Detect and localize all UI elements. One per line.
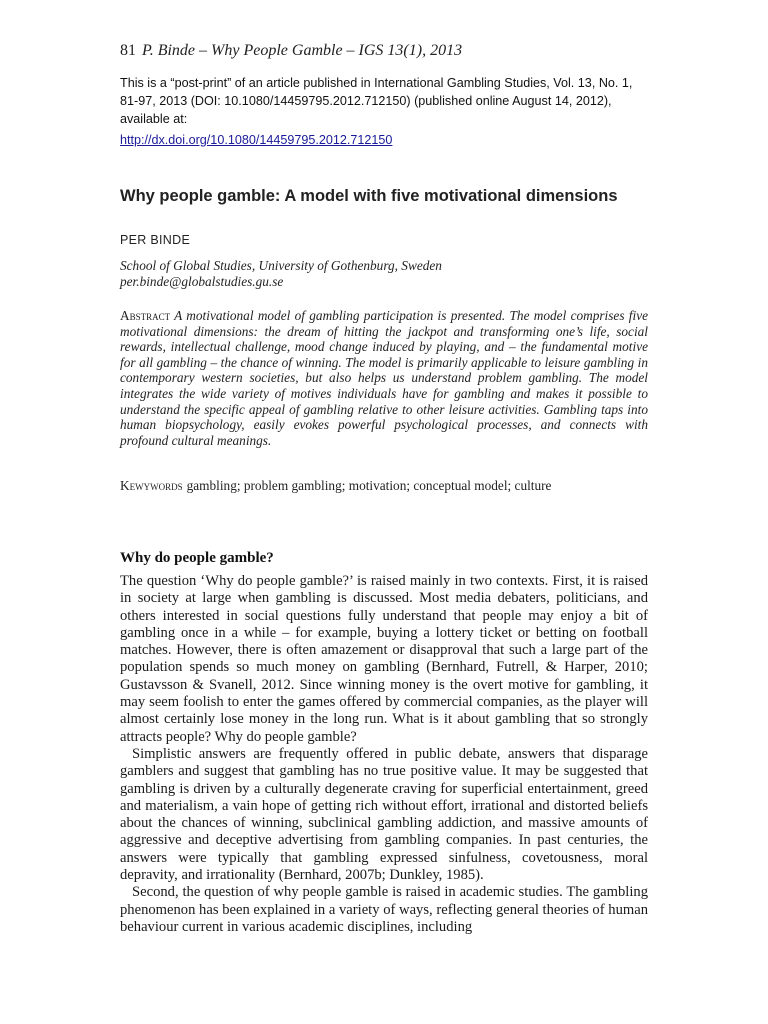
abstract bbox=[120, 308, 648, 448]
page-number: 81 bbox=[120, 42, 136, 59]
section-heading: Why do people gamble? bbox=[120, 550, 274, 566]
post-print-note: This is a “post-print” of an article published in International Gambling Studies, Vol. 13, No. 1, 81-97, 2013 (DOI: 10.1080/14459795.2012.712150) (published online August 14, 2012), available at: bbox=[120, 76, 633, 126]
body-paragraph: Second, the question of why people gamble is raised in academic studies. The gambling phenomenon has been explained in a variety of ways, reflecting general theories of human behaviour current in various academic disciplines, including bbox=[120, 884, 648, 935]
running-head bbox=[120, 42, 462, 60]
author-affiliation bbox=[120, 258, 442, 290]
running-head-text: P. Binde – Why People Gamble – IGS 13(1), 2013 bbox=[142, 42, 463, 59]
body-paragraph: Simplistic answers are frequently offered in public debate, answers that disparage gamblers and suggest that gambling has no true positive value. It may be suggested that gambling is driven by a culturally degenerate craving for superficial entertainment, greed and materialism, a vain hope of getting rich without effort, irrational and distorted beliefs about the chances of winning, subclinical gambling addiction, and massive amounts of aggressive and deceptive advertising from gambling companies. In past centuries, the answers were typically that gambling expressed sinfulness, covetousness, moral depravity, and irrationality (Bernhard, 2007b; Dunkley, 1985). bbox=[120, 745, 648, 884]
section-body bbox=[120, 573, 648, 936]
keywords-text: gambling; problem gambling; motivation; conceptual model; culture bbox=[186, 478, 552, 493]
keywords bbox=[120, 478, 648, 494]
abstract-label: Abstract bbox=[120, 308, 171, 323]
institution: School of Global Studies, University of Gothenburg, Sweden bbox=[120, 258, 442, 273]
article-title: Why people gamble: A model with five motivational dimensions bbox=[120, 187, 618, 205]
abstract-text: A motivational model of gambling participation is presented. The model comprises five motivational dimensions: the dream of hitting the jackpot and transforming one’s life, social rewards, intellectual challenge, mood change induced by playing, and – the fundamental motive for all gambling – the chance of winning. The model is primarily applicable to leisure gambling in contemporary western societies, but also helps us understand problem gambling. The model integrates the wide variety of motives individuals have for gambling and makes it possible to understand the specific appeal of gambling relative to other leisure activities. Gambling taps into human biopsychology, easily evokes powerful psychological processes, and connects with profound cultural meanings. bbox=[120, 308, 648, 448]
body-paragraph: The question ‘Why do people gamble?’ is raised mainly in two contexts. First, it is raised in society at large when gambling is discussed. Most media debaters, politicians, and others interested in social questions fully understand that people may enjoy a bit of gambling once in a while – for example, buying a lottery ticket or betting on football matches. However, there is often amazement or disapproval that such a large part of the population spends so much money on gambling (Bernhard, Futrell, & Harper, 2010; Gustavsson & Svanell, 2012. Since winning money is the overt motive for gambling, it may seem foolish to enter the games offered by commercial companies, as the player will almost certainly lose money in the long run. What is it about gambling that so strongly attracts people? Why do people gamble? bbox=[120, 573, 648, 745]
author-name: PER BINDE bbox=[120, 233, 191, 247]
author-email: per.binde@globalstudies.gu.se bbox=[120, 274, 284, 289]
keywords-label: Kewywords bbox=[120, 478, 183, 493]
doi-link[interactable]: http://dx.doi.org/10.1080/14459795.2012.712150 bbox=[120, 133, 393, 147]
